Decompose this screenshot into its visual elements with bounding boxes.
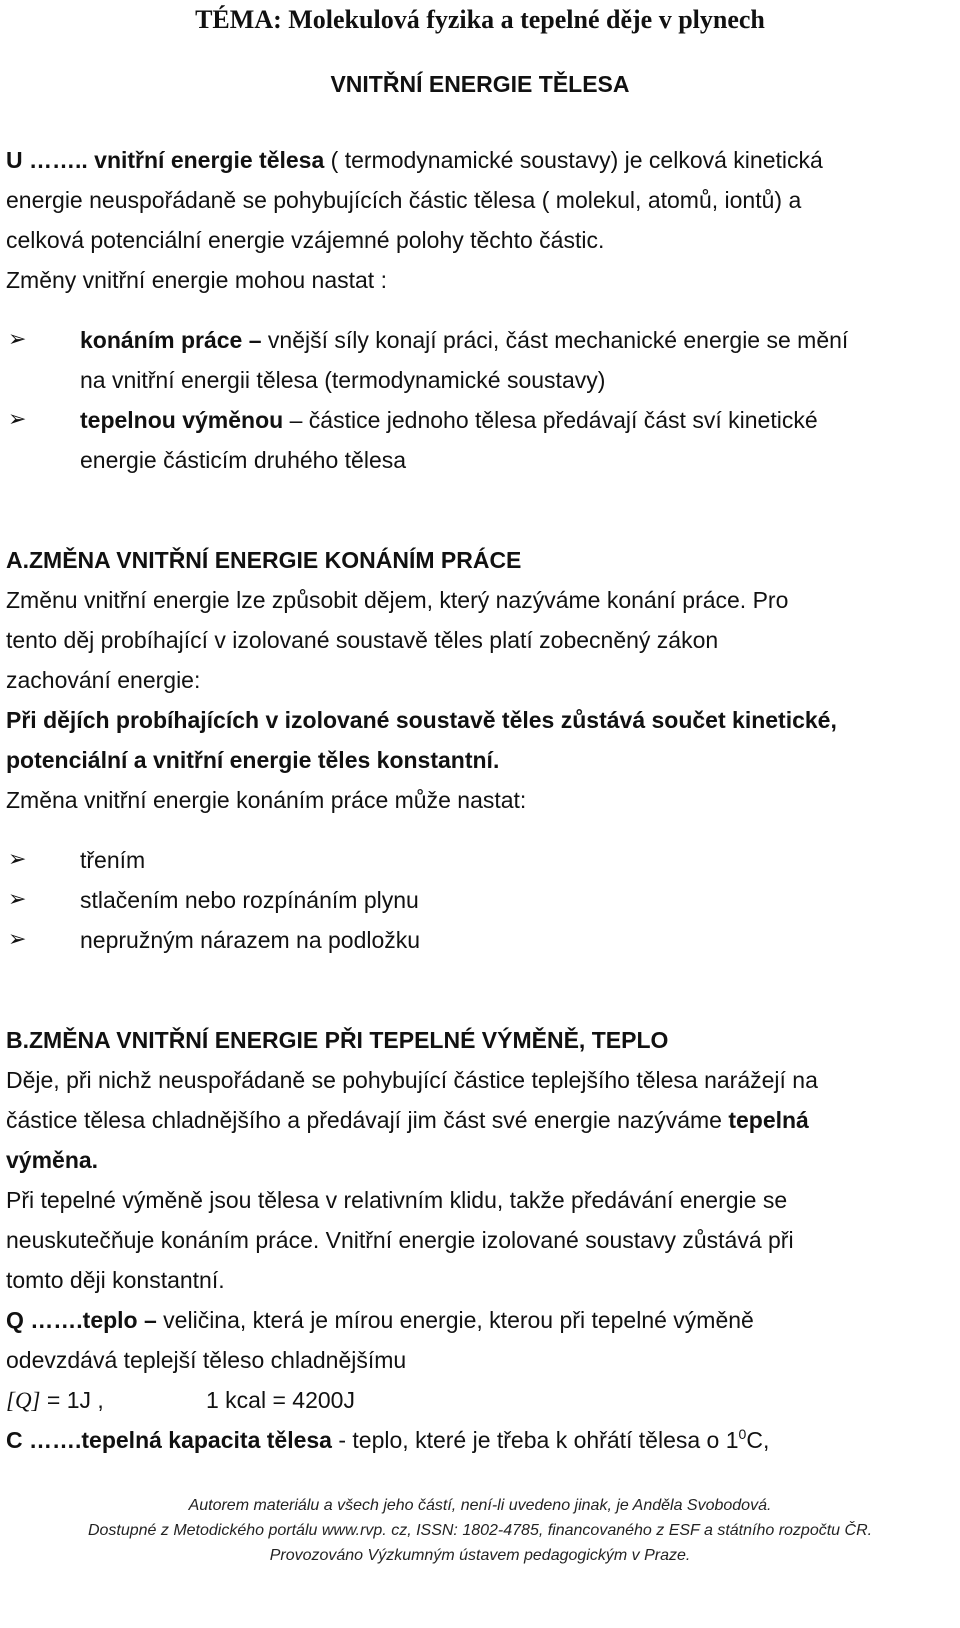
heat-capacity-unit: C, [746,1427,770,1453]
heat-text: veličina, která je mírou energie, kterou při tepelné výměně [156,1307,754,1333]
intro-line-3: celková potenciální energie vzájemné polohy těchto částic. [6,227,605,253]
heat-capacity-term: C …….tepelná kapacita tělesa [6,1427,332,1453]
change-text: – částice jednoho tělesa předávají část sví kinetické [283,407,818,433]
kcal-conversion: 1 kcal = 4200J [206,1387,355,1413]
section-b-text [6,1106,809,1134]
intro-line-4: Změny vnitřní energie mohou nastat : [6,267,387,293]
footer-line: Provozováno Výzkumným ústavem pedagogickým v Praze. [269,1547,691,1564]
heat-capacity-text: - teplo, které je třeba k ohřátí tělesa o 1 [331,1427,739,1453]
document-title: TÉMA: Molekulová fyzika a tepelné děje v plynech [195,5,765,34]
intro-line-2: energie neuspořádaně se pohybujících částic tělesa ( molekul, atomů, iontů) a [6,187,802,213]
list-item: stlačením nebo rozpínáním plynu [80,887,419,913]
heat-term: Q …….teplo – [6,1307,157,1333]
change-text: vnější síly konají práci, část mechanické energie se mění [261,327,849,353]
arrow-bullet-icon: ➢ [8,407,27,432]
degree-superscript: 0 [738,1426,747,1442]
section-a-text: tento děj probíhající v izolované soustavě těles platí zobecněný zákon [6,627,719,653]
heat-unit-value: = 1J , [40,1387,104,1413]
footer-line: Autorem materiálu a všech jeho částí, není-li uvedeno jinak, je Anděla Svobodová. [188,1497,772,1514]
heat-capacity-definition [6,1426,769,1454]
change-term: konáním práce – [80,327,262,353]
section-b-text: tomto ději konstantní. [6,1267,225,1293]
section-b-text-part: částice tělesa chladnějšího a předávají jim část své energie nazýváme [6,1107,729,1133]
intro-term: U …….. vnitřní energie tělesa [6,147,325,173]
section-a-text: zachování energie: [6,667,201,693]
heat-unit [6,1386,104,1415]
arrow-bullet-icon: ➢ [8,327,27,352]
arrow-bullet-icon: ➢ [8,887,27,912]
intro-line-1 [6,146,823,174]
section-b-heading: B.ZMĚNA VNITŘNÍ ENERGIE PŘI TEPELNÉ VÝMĚNĚ, TEPLO [6,1027,669,1053]
arrow-bullet-icon: ➢ [8,927,27,952]
section-b-text: Děje, při nichž neuspořádaně se pohybující částice teplejšího tělesa narážejí na [6,1067,818,1093]
change-item-cont: na vnitřní energii tělesa (termodynamické soustavy) [80,367,606,393]
footer-line: Dostupné z Metodického portálu www.rvp. cz, ISSN: 1802-4785, financovaného z ESF a státního rozpočtu ČR. [87,1522,873,1539]
section-a-text: Změnu vnitřní energie lze způsobit dějem, který nazýváme konání práce. Pro [6,587,789,613]
term-bold: tepelná [728,1107,809,1133]
heat-unit-symbol: [Q] [6,1388,41,1413]
term-bold: výměna. [6,1147,99,1173]
change-item [80,406,818,434]
heat-definition [6,1306,754,1334]
change-term: tepelnou výměnou [80,407,284,433]
intro-text: ( termodynamické soustavy) je celková kinetická [324,147,823,173]
energy-law: Při dějích probíhajících v izolované soustavě těles zůstává součet kinetické, [6,707,837,733]
section-a-text: Změna vnitřní energie konáním práce může nastat: [6,787,527,813]
energy-law: potenciální a vnitřní energie těles konstantní. [6,747,500,773]
document-subtitle: VNITŘNÍ ENERGIE TĚLESA [330,71,630,97]
arrow-bullet-icon: ➢ [8,847,27,872]
change-item-cont: energie částicím druhého tělesa [80,447,407,473]
section-b-text: neuskutečňuje konáním práce. Vnitřní energie izolované soustavy zůstává při [6,1227,794,1253]
heat-definition-cont: odevzdává teplejší těleso chladnějšímu [6,1347,407,1373]
section-a-heading: A.ZMĚNA VNITŘNÍ ENERGIE KONÁNÍM PRÁCE [6,547,522,573]
section-b-text: Při tepelné výměně jsou tělesa v relativním klidu, takže předávání energie se [6,1187,788,1213]
change-item [80,326,848,354]
list-item: nepružným nárazem na podložku [80,927,421,953]
list-item: třením [80,847,146,873]
